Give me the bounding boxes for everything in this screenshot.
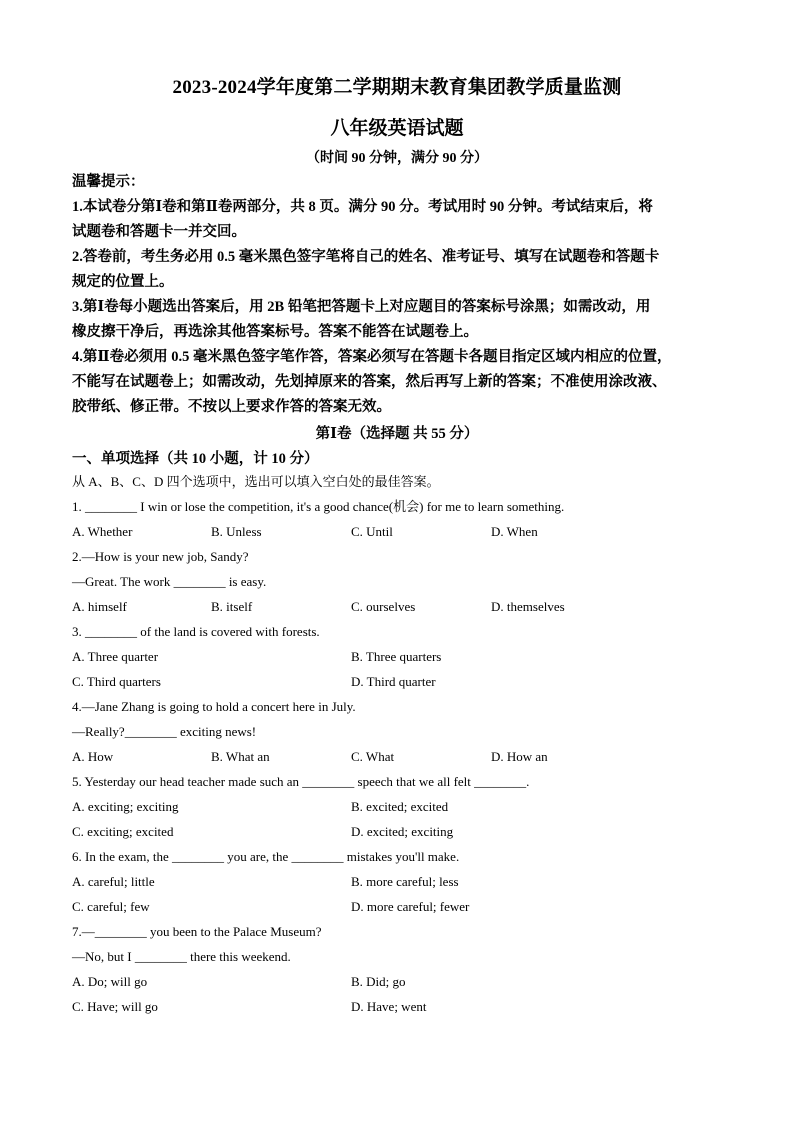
question-3-option-a: A. Three quarter	[72, 649, 159, 664]
notice-line: 4.第Ⅱ卷必须用 0.5 毫米黑色签字笔作答，答案必须写在答题卡各题目指定区域内相应的位置，	[72, 349, 672, 365]
question-6-option-d: D. more careful; fewer	[351, 899, 470, 914]
question-5-stem: 5. Yesterday our head teacher made such an ________ speech that we all felt ________.	[72, 774, 530, 789]
notice-line: 3.第Ⅰ卷每小题选出答案后，用 2B 铅笔把答题卡上对应题目的答案标号涂黑；如需改动，用	[72, 299, 651, 315]
question-2-option-d: D. themselves	[491, 599, 565, 614]
question-1-option-b: B. Unless	[211, 524, 262, 539]
question-7-stem-line2: —No, but I ________ there this weekend.	[72, 949, 291, 964]
notice-line: 试题卷和答题卡一并交回。	[72, 224, 246, 240]
question-1-stem: 1. ________ I win or lose the competition, it's a good chance(机会) for me to learn something.	[72, 499, 565, 514]
question-5-option-b: B. excited; excited	[351, 799, 449, 814]
question-5-option-c: C. exciting; excited	[72, 824, 174, 839]
question-4-stem-line2: —Really?________ exciting news!	[72, 724, 257, 739]
question-2-option-a: A. himself	[72, 599, 127, 614]
question-7-stem: 7.—________ you been to the Palace Museum?	[72, 924, 322, 939]
question-1-option-a: A. Whether	[72, 524, 133, 539]
question-3-option-b: B. Three quarters	[351, 649, 442, 664]
notice-line: 不能写在试题卷上；如需改动，先划掉原来的答案，然后再写上新的答案；不准使用涂改液、	[72, 374, 667, 390]
question-4-option-b: B. What an	[211, 749, 270, 764]
notice-line: 1.本试卷分第Ⅰ卷和第Ⅱ卷两部分，共 8 页。满分 90 分。考试用时 90 分钟。考试结束后，将	[72, 199, 653, 215]
question-7-option-a: A. Do; will go	[72, 974, 148, 989]
question-2-stem: 2.—How is your new job, Sandy?	[72, 549, 249, 564]
question-4-stem: 4.—Jane Zhang is going to hold a concert here in July.	[72, 699, 356, 714]
part1-title: 第Ⅰ卷（选择题 共 55 分）	[315, 426, 479, 442]
question-4-option-c: C. What	[351, 749, 395, 764]
question-1-option-d: D. When	[491, 524, 538, 539]
question-7-option-d: D. Have; went	[351, 999, 427, 1014]
notice-line: 规定的位置上。	[72, 274, 174, 290]
exam-title: 2023-2024学年度第二学期期末教育集团教学质量监测	[172, 77, 622, 98]
question-2-option-b: B. itself	[211, 599, 253, 614]
section1-title: 一、单项选择（共 10 小题，计 10 分）	[72, 451, 319, 467]
question-5-option-d: D. excited; exciting	[351, 824, 454, 839]
notice-line: 橡皮擦干净后，再选涂其他答案标号。答案不能答在试题卷上。	[72, 324, 478, 340]
exam-time-info: （时间 90 分钟，满分 90 分）	[306, 151, 488, 166]
question-2-stem-line2: —Great. The work ________ is easy.	[72, 574, 267, 589]
question-3-stem: 3. ________ of the land is covered with forests.	[72, 624, 320, 639]
question-4-option-a: A. How	[72, 749, 114, 764]
question-3-option-d: D. Third quarter	[351, 674, 436, 689]
question-7-option-c: C. Have; will go	[72, 999, 158, 1014]
exam-subtitle: 八年级英语试题	[330, 118, 464, 139]
question-5-option-a: A. exciting; exciting	[72, 799, 179, 814]
question-1-option-c: C. Until	[351, 524, 393, 539]
question-3-option-c: C. Third quarters	[72, 674, 161, 689]
question-6-option-b: B. more careful; less	[351, 874, 459, 889]
notice-heading: 温馨提示：	[72, 174, 145, 190]
notice-block	[72, 170, 732, 420]
notice-line: 2.答卷前，考生务必用 0.5 毫米黑色签字笔将自己的姓名、准考证号、填写在试题卷和答题卡	[72, 249, 660, 265]
section1-instruction: 从 A、B、C、D 四个选项中，选出可以填入空白处的最佳答案。	[72, 474, 440, 489]
question-4-option-d: D. How an	[491, 749, 548, 764]
question-6-option-c: C. careful; few	[72, 899, 150, 914]
notice-line: 胶带纸、修正带。不按以上要求作答的答案无效。	[72, 399, 391, 415]
question-7-option-b: B. Did; go	[351, 974, 406, 989]
question-2-option-c: C. ourselves	[351, 599, 416, 614]
question-6-option-a: A. careful; little	[72, 874, 155, 889]
question-6-stem: 6. In the exam, the ________ you are, the ________ mistakes you'll make.	[72, 849, 460, 864]
